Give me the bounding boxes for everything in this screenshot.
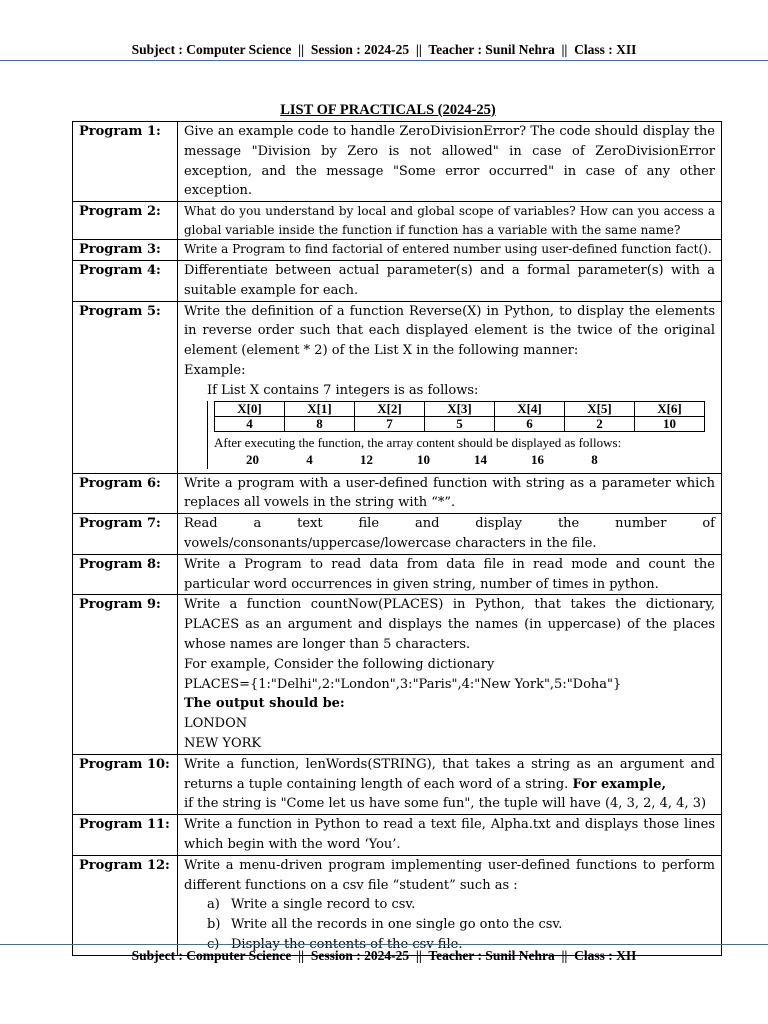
example-line: if the string is "Come let us have some fun", the tuple will have (4, 3, 2, 4, 4, 3): [184, 796, 707, 812]
table-row: [73, 122, 722, 202]
result-value: 12: [360, 451, 373, 467]
example-intro: If List X contains 7 integers is as follows:: [207, 382, 479, 398]
table-row: [73, 514, 722, 555]
program-label: Program 12:: [73, 855, 178, 955]
program-description: [178, 514, 722, 555]
result-value: 4: [306, 451, 313, 467]
array-index: X[3]: [425, 401, 495, 416]
program-description: Write a Program to find factorial of entered number using user-defined function fact().: [178, 240, 722, 261]
output-line: LONDON: [184, 716, 248, 732]
sub-list: [184, 895, 715, 954]
table-row: [73, 240, 722, 261]
result-value: 16: [531, 451, 544, 467]
array-index: X[2]: [355, 401, 425, 416]
table-row: [73, 301, 722, 473]
footer-rule: [0, 944, 768, 945]
program-text-line: Read a text file and display the number of: [184, 516, 715, 532]
table-row: [73, 554, 722, 595]
practicals-table: [72, 121, 722, 956]
array-value: 6: [495, 416, 565, 431]
array-index: X[4]: [495, 401, 565, 416]
program-label: Program 5:: [73, 301, 178, 473]
page-header: Subject : Computer Science || Session : 2024-25 || Teacher : Sunil Nehra || Class : XII: [131, 42, 637, 57]
example-text: For example, Consider the following dictionary: [184, 656, 495, 672]
program-label: Program 4:: [73, 260, 178, 301]
program-label: Program 1:: [73, 122, 178, 202]
program-text: Write a function, lenWords(STRING), that takes a string as an argument and returns a tuple containing length of each word of a string.: [184, 756, 715, 792]
document-title: LIST OF PRACTICALS (2024-25): [280, 102, 496, 118]
result-value: 14: [474, 451, 487, 467]
program-description: Give an example code to handle ZeroDivisionError? The code should display the message "Division by Zero is not allowed" in case of ZeroDivisionError exception, and the message "Some error occurred" in case of any other exception.: [178, 122, 722, 202]
dictionary-text: PLACES={1:"Delhi",2:"London",3:"Paris",4:"New York",5:"Doha"}: [184, 676, 622, 692]
array-value: 7: [355, 416, 425, 431]
table-row: [73, 855, 722, 955]
array-index: X[0]: [215, 401, 285, 416]
array-index: X[6]: [635, 401, 705, 416]
program-description: [178, 754, 722, 814]
array-value: 4: [215, 416, 285, 431]
table-row: [73, 815, 722, 856]
program-description: Write a Program to read data from data file in read mode and count the particular word occurrences in given string, number of times in python.: [178, 554, 722, 595]
example-after-text: After executing the function, the array content should be displayed as follows:: [214, 434, 622, 450]
example-block: [207, 401, 715, 469]
program-description: [178, 595, 722, 754]
example-result: [214, 451, 715, 469]
example-header-row: [215, 401, 705, 416]
program-label: Program 6:: [73, 473, 178, 514]
list-item: [184, 915, 715, 935]
example-label: Example:: [184, 362, 246, 378]
program-description: [178, 855, 722, 955]
program-label: Program 10:: [73, 754, 178, 814]
result-value: 10: [417, 451, 430, 467]
output-line: NEW YORK: [184, 735, 262, 751]
program-text: Write a function countNow(PLACES) in Python, that takes the dictionary, PLACES as an argument and displays the names (in uppercase) of the places whose names are longer than 5 characters.: [184, 597, 715, 652]
program-description: [178, 301, 722, 473]
array-value: 2: [565, 416, 635, 431]
program-label: Program 11:: [73, 815, 178, 856]
table-row: [73, 595, 722, 754]
program-text-line: vowels/consonants/uppercase/lowercase characters in the file.: [184, 535, 597, 551]
program-label: Program 3:: [73, 240, 178, 261]
list-item-text: Write a single record to csv.: [231, 897, 416, 913]
list-marker: b): [207, 917, 221, 933]
result-value: 20: [246, 451, 259, 467]
example-bold-label: For example,: [572, 776, 667, 792]
example-array-table: [214, 401, 705, 432]
array-value: 8: [285, 416, 355, 431]
array-value: 5: [425, 416, 495, 431]
array-index: X[1]: [285, 401, 355, 416]
list-item: [184, 895, 715, 915]
program-description: Write a function in Python to read a text file, Alpha.txt and displays those lines which begin with the word ‘You’.: [178, 815, 722, 856]
program-label: Program 8:: [73, 554, 178, 595]
program-description: Differentiate between actual parameter(s) and a formal parameter(s) with a suitable example for each.: [178, 260, 722, 301]
program-description: What do you understand by local and global scope of variables? How can you access a global variable inside the function if function has a variable with the same name?: [178, 202, 722, 240]
program-description: Write a program with a user-defined function with string as a parameter which replaces all vowels in the string with “*”.: [178, 473, 722, 514]
result-value: 8: [591, 451, 598, 467]
list-marker: c): [207, 936, 220, 952]
array-value: 10: [635, 416, 705, 431]
list-marker: a): [207, 897, 220, 913]
list-item-text: Write all the records in one single go onto the csv.: [231, 917, 563, 933]
table-row: [73, 260, 722, 301]
program-label: Program 7:: [73, 514, 178, 555]
table-row: [73, 473, 722, 514]
example-value-row: [215, 416, 705, 431]
program-label: Program 9:: [73, 595, 178, 754]
program-label: Program 2:: [73, 202, 178, 240]
program-text: Write a menu-driven program implementing user-defined functions to perform different functions on a csv file “student” such as :: [184, 857, 715, 893]
array-index: X[5]: [565, 401, 635, 416]
program-text: Write the definition of a function Reverse(X) in Python, to display the elements in reverse order such that each displayed element is the twice of the original element (element * 2) of the List X in the following manner:: [184, 303, 715, 359]
output-label: The output should be:: [184, 696, 345, 712]
page-footer: Subject : Computer Science || Session : 2024-25 || Teacher : Sunil Nehra || Class : XII: [131, 948, 637, 963]
table-row: [73, 202, 722, 240]
list-item-text: Display the contents of the csv file.: [231, 936, 463, 952]
table-row: [73, 754, 722, 814]
header-rule: [0, 60, 768, 61]
